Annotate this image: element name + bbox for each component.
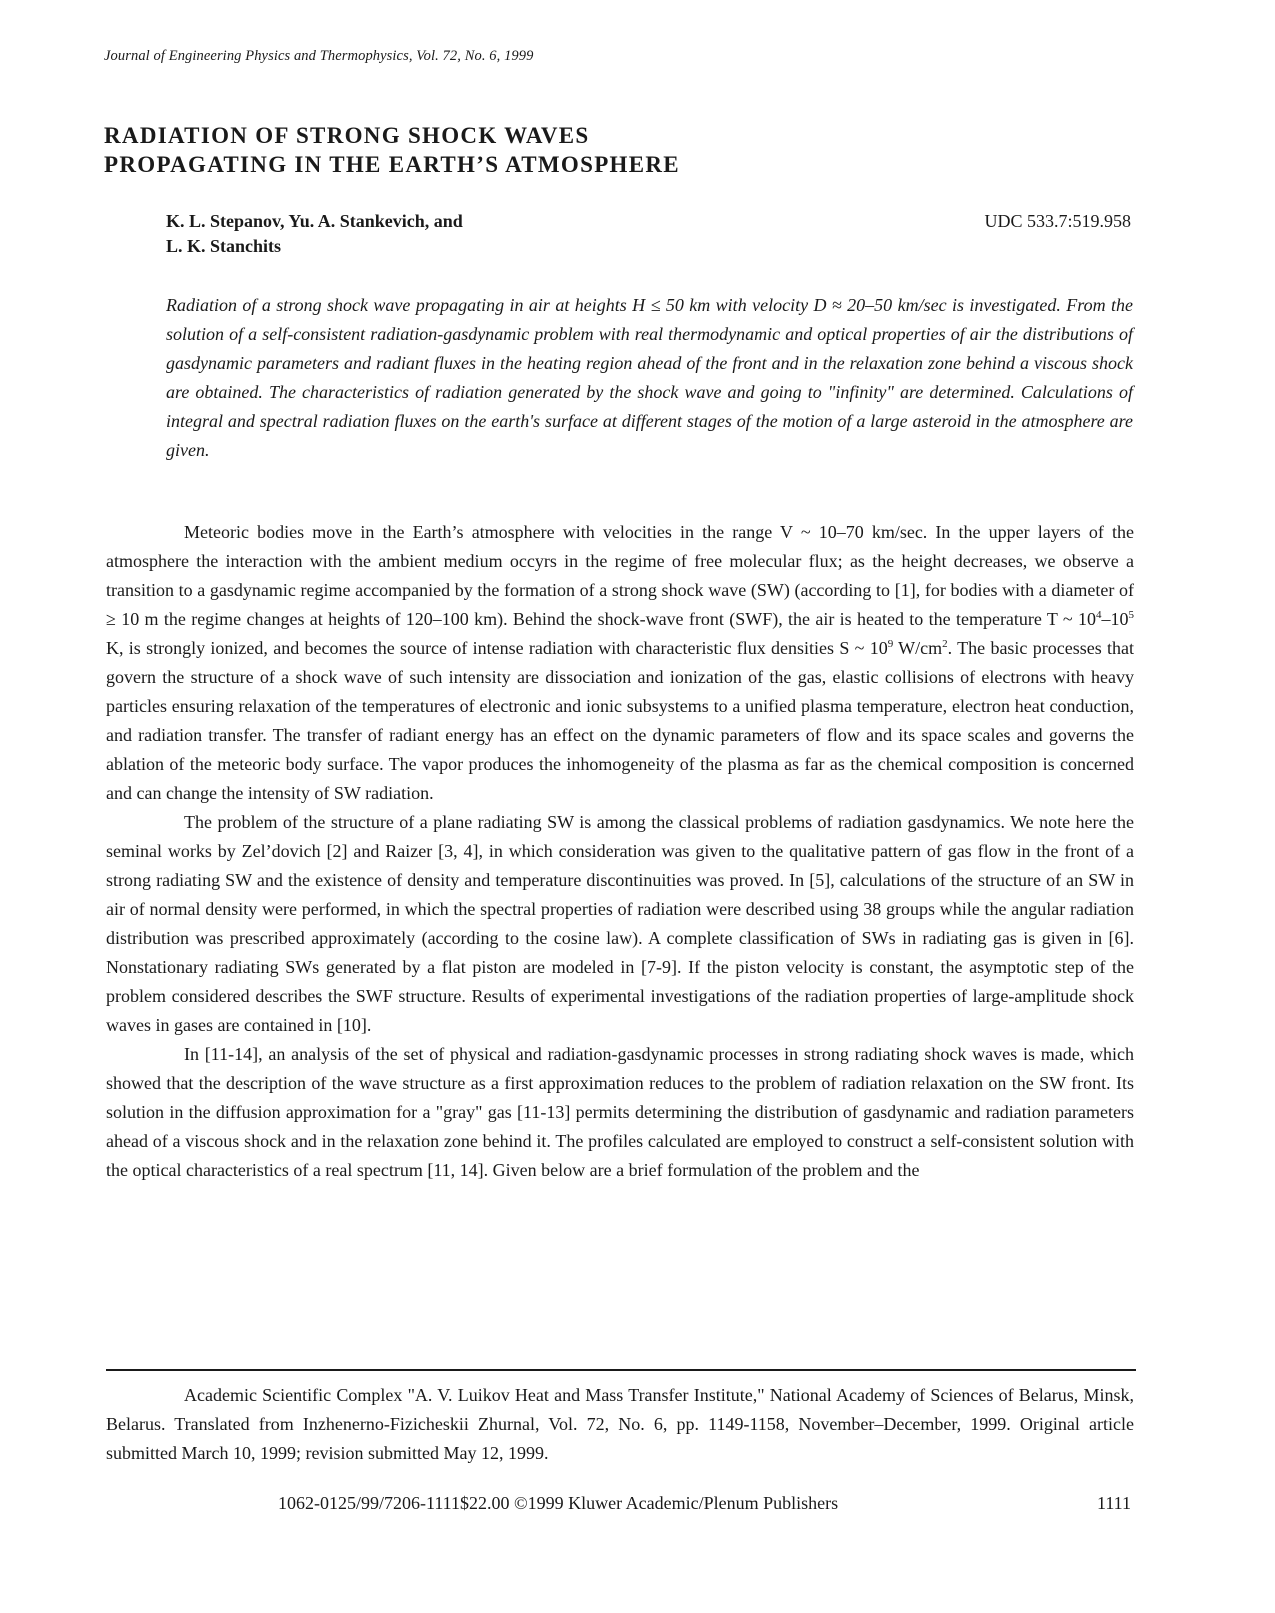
- paragraph-3: In [11-14], an analysis of the set of physical and radiation-gasdynamic processes in strong radiating shock waves is made, which showed that the description of the wave structure as a first approximation reduces to the problem of radiation relaxation on the SW front. Its solution in the diffusion approximation for a "gray" gas [11-13] permits determining the distribution of gasdynamic and radiation parameters ahead of a viscous shock and in the relaxation zone behind it. The profiles calculated are employed to construct a self-consistent solution with the optical characteristics of a real spectrum [11, 14]. Given below are a brief formulation of the problem and the: [106, 1044, 1134, 1180]
- paragraph-1-part-a: Meteoric bodies move in the Earth’s atmosphere with velocities in the range V ~ 10–70 km/sec. In the upper layers of the atmosphere the interaction with the ambient medium occyrs in the regime of free molecular flux; as the height decreases, we observe a transition to a gasdynamic regime accompanied by the formation of a strong shock wave (SW) (according to [1], for bodies with a diameter of ≥ 10 m the regime changes at heights of 120–100 km). Behind the shock-wave front (SWF), the air is heated to the temperature T ~ 10: [106, 522, 1134, 629]
- exponent: 4: [1096, 609, 1102, 621]
- affiliation-footnote: Academic Scientific Complex "A. V. Luikov Heat and Mass Transfer Institute," National Academy of Sciences of Belarus, Minsk, Belarus. Translated from Inzhenerno-Fizicheskii Zhurnal, Vol. 72, No. 6, pp. 1149-1158, November–December, 1999. Original article submitted March 10, 1999; revision submitted May 12, 1999.: [106, 1385, 1134, 1463]
- exponent: 2: [942, 638, 948, 650]
- authors-line-2: L. K. Stanchits: [166, 236, 282, 256]
- paragraph-1-part-c: K, is strongly ionized, and becomes the source of intense radiation with characteristic flux densities S ~ 10: [106, 638, 888, 658]
- article-title: [104, 121, 680, 179]
- page-number: 1111: [1097, 1493, 1131, 1513]
- author-list: [166, 209, 463, 259]
- exponent: 5: [1128, 609, 1134, 621]
- body-text: [106, 518, 1134, 1185]
- footnote-divider: [106, 1369, 1136, 1371]
- abstract: Radiation of a strong shock wave propagating in air at heights H ≤ 50 km with velocity D ≈ 20–50 km/sec is investigated. From the solution of a self-consistent radiation-gasdynamic problem with real thermodynamic and optical properties of air the distributions of gasdynamic parameters and radiant fluxes in the heating region ahead of the front and in the relaxation zone behind a viscous shock are obtained. The characteristics of radiation generated by the shock wave and going to "infinity" are determined. Calculations of integral and spectral radiation fluxes on the earth's surface at different stages of the motion of a large asteroid in the atmosphere are given.: [166, 295, 1133, 460]
- title-line-2: PROPAGATING IN THE EARTH’S ATMOSPHERE: [104, 152, 680, 177]
- copyright-line: 1062-0125/99/7206-1111$22.00 ©1999 Kluwer Academic/Plenum Publishers: [278, 1493, 839, 1513]
- exponent: 9: [887, 638, 894, 650]
- paragraph-1-part-b: –10: [1101, 609, 1129, 629]
- paragraph-1: [106, 518, 1134, 808]
- paragraph-1-part-d: W/cm: [893, 638, 943, 658]
- authors-line-1: K. L. Stepanov, Yu. A. Stankevich, and: [166, 211, 463, 231]
- paragraph-1-part-e: . The basic processes that govern the structure of a shock wave of such intensity are dissociation and ionization of the gas, elastic collisions of electrons with heavy particles ensuring relaxation of the temperatures of electronic and ionic subsystems to a unified plasma temperature, electron heat conduction, and radiation transfer. The transfer of radiant energy has an effect on the dynamic parameters of flow and its space scales and governs the ablation of the meteoric body surface. The vapor produces the inhomogeneity of the plasma as far as the chemical composition is concerned and can change the intensity of SW radiation.: [106, 638, 1134, 803]
- paragraph-2: The problem of the structure of a plane radiating SW is among the classical problems of radiation gasdynamics. We note here the seminal works by Zel’dovich [2] and Raizer [3, 4], in which consideration was given to the qualitative pattern of gas flow in the front of a strong radiating SW and the existence of density and temperature discontinuities was proved. In [5], calculations of the structure of an SW in air of normal density were performed, in which the spectral properties of radiation were described using 38 groups while the angular radiation distribution was prescribed approximately (according to the cosine law). A complete classification of SWs in radiating gas is given in [6]. Nonstationary radiating SWs generated by a flat piston are modeled in [7-9]. If the piston velocity is constant, the asymptotic step of the problem considered describes the SWF structure. Results of experimental investigations of the radiation properties of large-amplitude shock waves in gases are contained in [10].: [106, 812, 1134, 1035]
- title-line-1: RADIATION OF STRONG SHOCK WAVES: [104, 123, 590, 148]
- running-head: Journal of Engineering Physics and Thermophysics, Vol. 72, No. 6, 1999: [104, 48, 534, 64]
- udc-code: UDC 533.7:519.958: [984, 211, 1131, 231]
